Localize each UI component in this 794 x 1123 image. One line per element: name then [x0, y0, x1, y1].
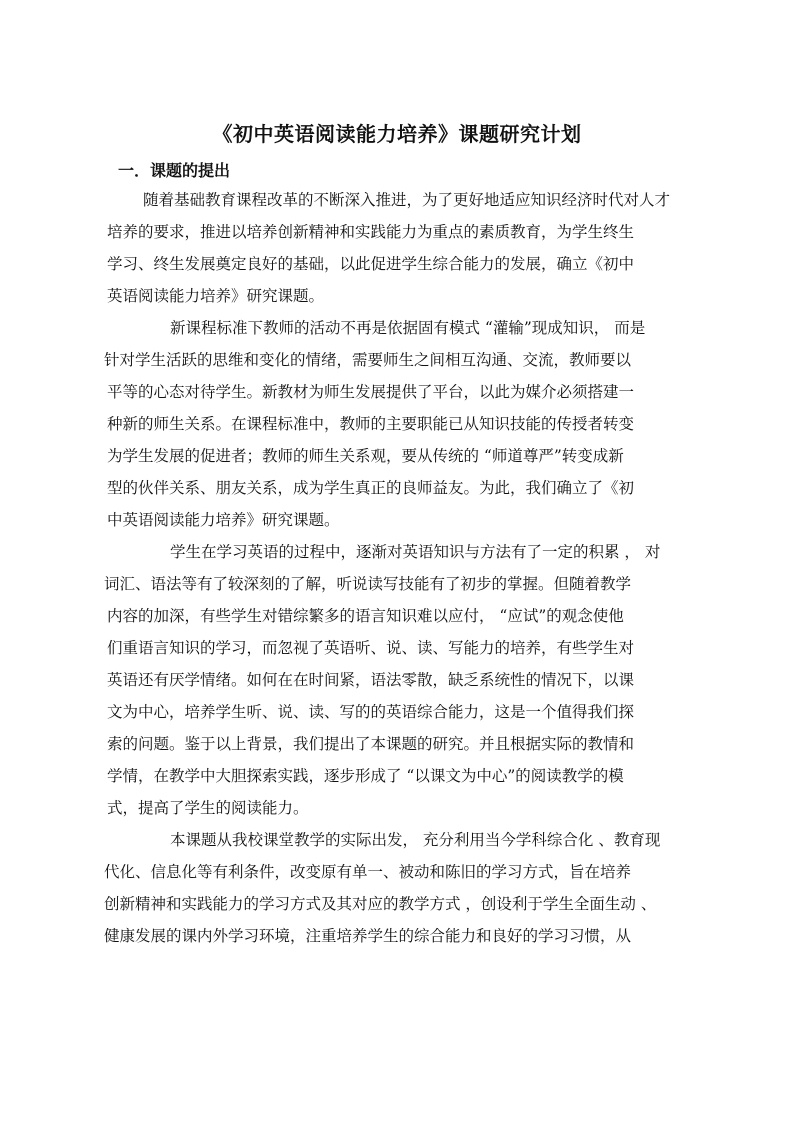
paragraph-line: 文为中心，培养学生听、说、读、写的的英语综合能力，这是一个值得我们探 [107, 703, 635, 721]
paragraph-line: 平等的心态对待学生。新教材为师生发展提供了平台，以此为媒介必须搭建一 [107, 383, 635, 401]
paragraph-line: 种新的师生关系。在课程标准中，教师的主要职能已从知识技能的传授者转变 [107, 415, 635, 433]
paragraph-line: 随着基础教育课程改革的不断深入推进，为了更好地适应知识经济时代对人才 [143, 191, 671, 209]
paragraph-line: 代化、信息化等有利条件，改变原有单一、被动和陈旧的学习方式，旨在培养 [104, 863, 632, 881]
section-heading: 一．课题的提出 [118, 161, 231, 180]
document-title: 《初中英语阅读能力培养》课题研究计划 [212, 122, 582, 146]
paragraph-line: 型的伙伴关系、朋友关系，成为学生真正的良师益友。为此，我们确立了《初 [107, 479, 635, 497]
paragraph-line: 健康发展的课内外学习环境，注重培养学生的综合能力和良好的学习习惯，从 [104, 927, 632, 945]
paragraph-line: 本课题从我校课堂教学的实际出发， 充分利用当今学科综合化 、教育现 [170, 831, 661, 849]
paragraph-line: 学情，在教学中大胆探索实践，逐步形成了 “以课文为中心”的阅读教学的模 [107, 767, 624, 785]
paragraph-line: 学习、终生发展奠定良好的基础，以此促进学生综合能力的发展，确立《初中 [107, 255, 635, 273]
paragraph-line: 新课程标准下教师的活动不再是依据固有模式 “灌输”现成知识， 而是 [170, 319, 646, 337]
paragraph-line: 内容的加深，有些学生对错综繁多的语言知识难以应付， “应试”的观念使他 [107, 607, 624, 625]
paragraph-line: 英语还有厌学情绪。如何在在时间紧，语法零散，缺乏系统性的情况下，以课 [107, 671, 635, 689]
paragraph-line: 们重语言知识的学习，而忽视了英语听、说、读、写能力的培养，有些学生对 [107, 639, 635, 657]
paragraph-line: 为学生发展的促进者；教师的师生关系观，要从传统的 “师道尊严”转变成新 [107, 447, 624, 465]
paragraph-line: 英语阅读能力培养》研究课题。 [107, 287, 325, 305]
paragraph-line: 针对学生活跃的思维和变化的情绪，需要师生之间相互沟通、交流，教师要以 [104, 351, 632, 369]
paragraph-line: 培养的要求，推进以培养创新精神和实践能力为重点的素质教育，为学生终生 [107, 223, 635, 241]
paragraph-line: 创新精神和实践能力的学习方式及其对应的教学方式 ，创设利于学生全面生动 、 [104, 895, 657, 913]
paragraph-line: 词汇、语法等有了较深刻的了解，听说读写技能有了初步的掌握。但随着教学 [104, 575, 632, 593]
paragraph-line: 中英语阅读能力培养》研究课题。 [107, 511, 340, 529]
paragraph-line: 学生在学习英语的过程中，逐渐对英语知识与方法有了一定的积累 ， 对 [170, 543, 661, 561]
paragraph-line: 索的问题。鉴于以上背景，我们提出了本课题的研究。并且根据实际的教情和 [107, 735, 635, 753]
paragraph-line: 式，提高了学生的阅读能力。 [107, 799, 309, 817]
